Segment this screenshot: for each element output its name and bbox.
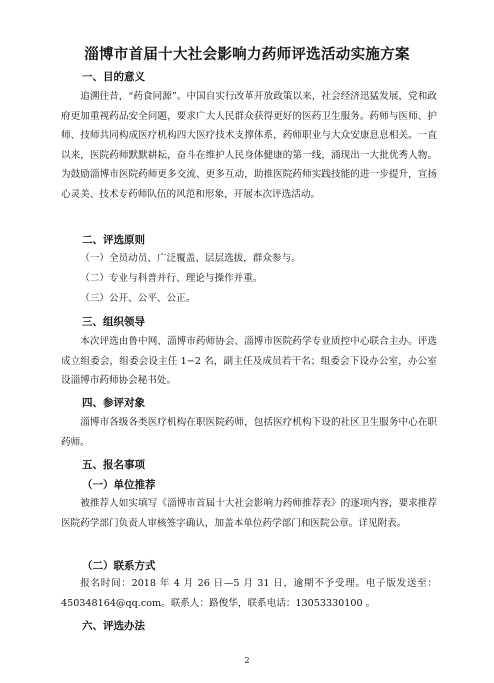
section-body-participants: 淄博市各级各类医疗机构在职医院药师，包括医疗机构下设的社区卫生服务中心在职药师。	[61, 417, 437, 448]
principle-item-2: （二）专业与科普并行、理论与操作并重。	[80, 273, 263, 284]
subsection-body-unit-recommendation: 被推荐人如实填写《淄博市首届十大社会影响力药师推荐表》的逐项内容，要求推荐医院药学部门负责人审核签字确认，加盖本单位药学部门和医院公章。详见附表。	[61, 498, 437, 529]
subsection-heading-unit-recommendation: （一）单位推荐	[82, 479, 156, 491]
section-heading-participants: 四、参评对象	[82, 397, 145, 409]
section-heading-selection-method: 六、评选办法	[82, 620, 145, 632]
section-heading-purpose: 一、目的意义	[82, 71, 145, 83]
subsection-body-contact: 报名时间：2018 年 4 月 26 日—5 月 31 日，逾期不予受理。电子版发送至：450348164@qq.com。联系人：路俊华，联系电话：13053330100 。	[61, 578, 437, 609]
section-heading-registration: 五、报名事项	[82, 459, 145, 471]
principle-item-1: （一）全员动员、广泛覆盖、层层选拔，群众参与。	[80, 253, 301, 264]
section-heading-principles: 二、评选原则	[82, 234, 145, 246]
subsection-heading-contact: （二）联系方式	[82, 560, 156, 572]
page-number: 2	[244, 656, 250, 665]
section-body-purpose: 追溯往昔，“药食同源”。中国自实行改革开放政策以来，社会经济迅猛发展，党和政府更加重视药品安全问题，要求广大人民群众获得更好的医药卫生服务。药师与医师、护师、技师共同构成医疗机构四大医疗技术支撑体系，药师职业与大众安康息息相关。一直以来，医院药师默默耕耘，奋斗在维护人民身体健康的第一线，涌现出一大批优秀人物。为鼓励淄博市医院药师更多交流、更多互动，助推医院药师实践技能的进一步提升，宣扬心灵美、技术专药师队伍的风范和形象，开展本次评选活动。	[61, 91, 437, 200]
document-title: 淄博市首届十大社会影响力药师评选活动实施方案	[84, 47, 410, 63]
section-body-organization: 本次评选由鲁中网、淄博市药师协会、淄博市医院药学专业质控中心联合主办。评选成立组委会，组委会设主任 1−2 名，副主任及成员若干名；组委会下设办公室，办公室设淄博市药师协会秘书处。	[61, 336, 437, 387]
section-heading-organization: 三、组织领导	[82, 316, 145, 328]
principle-item-3: （三）公开、公平、公正。	[80, 293, 196, 304]
